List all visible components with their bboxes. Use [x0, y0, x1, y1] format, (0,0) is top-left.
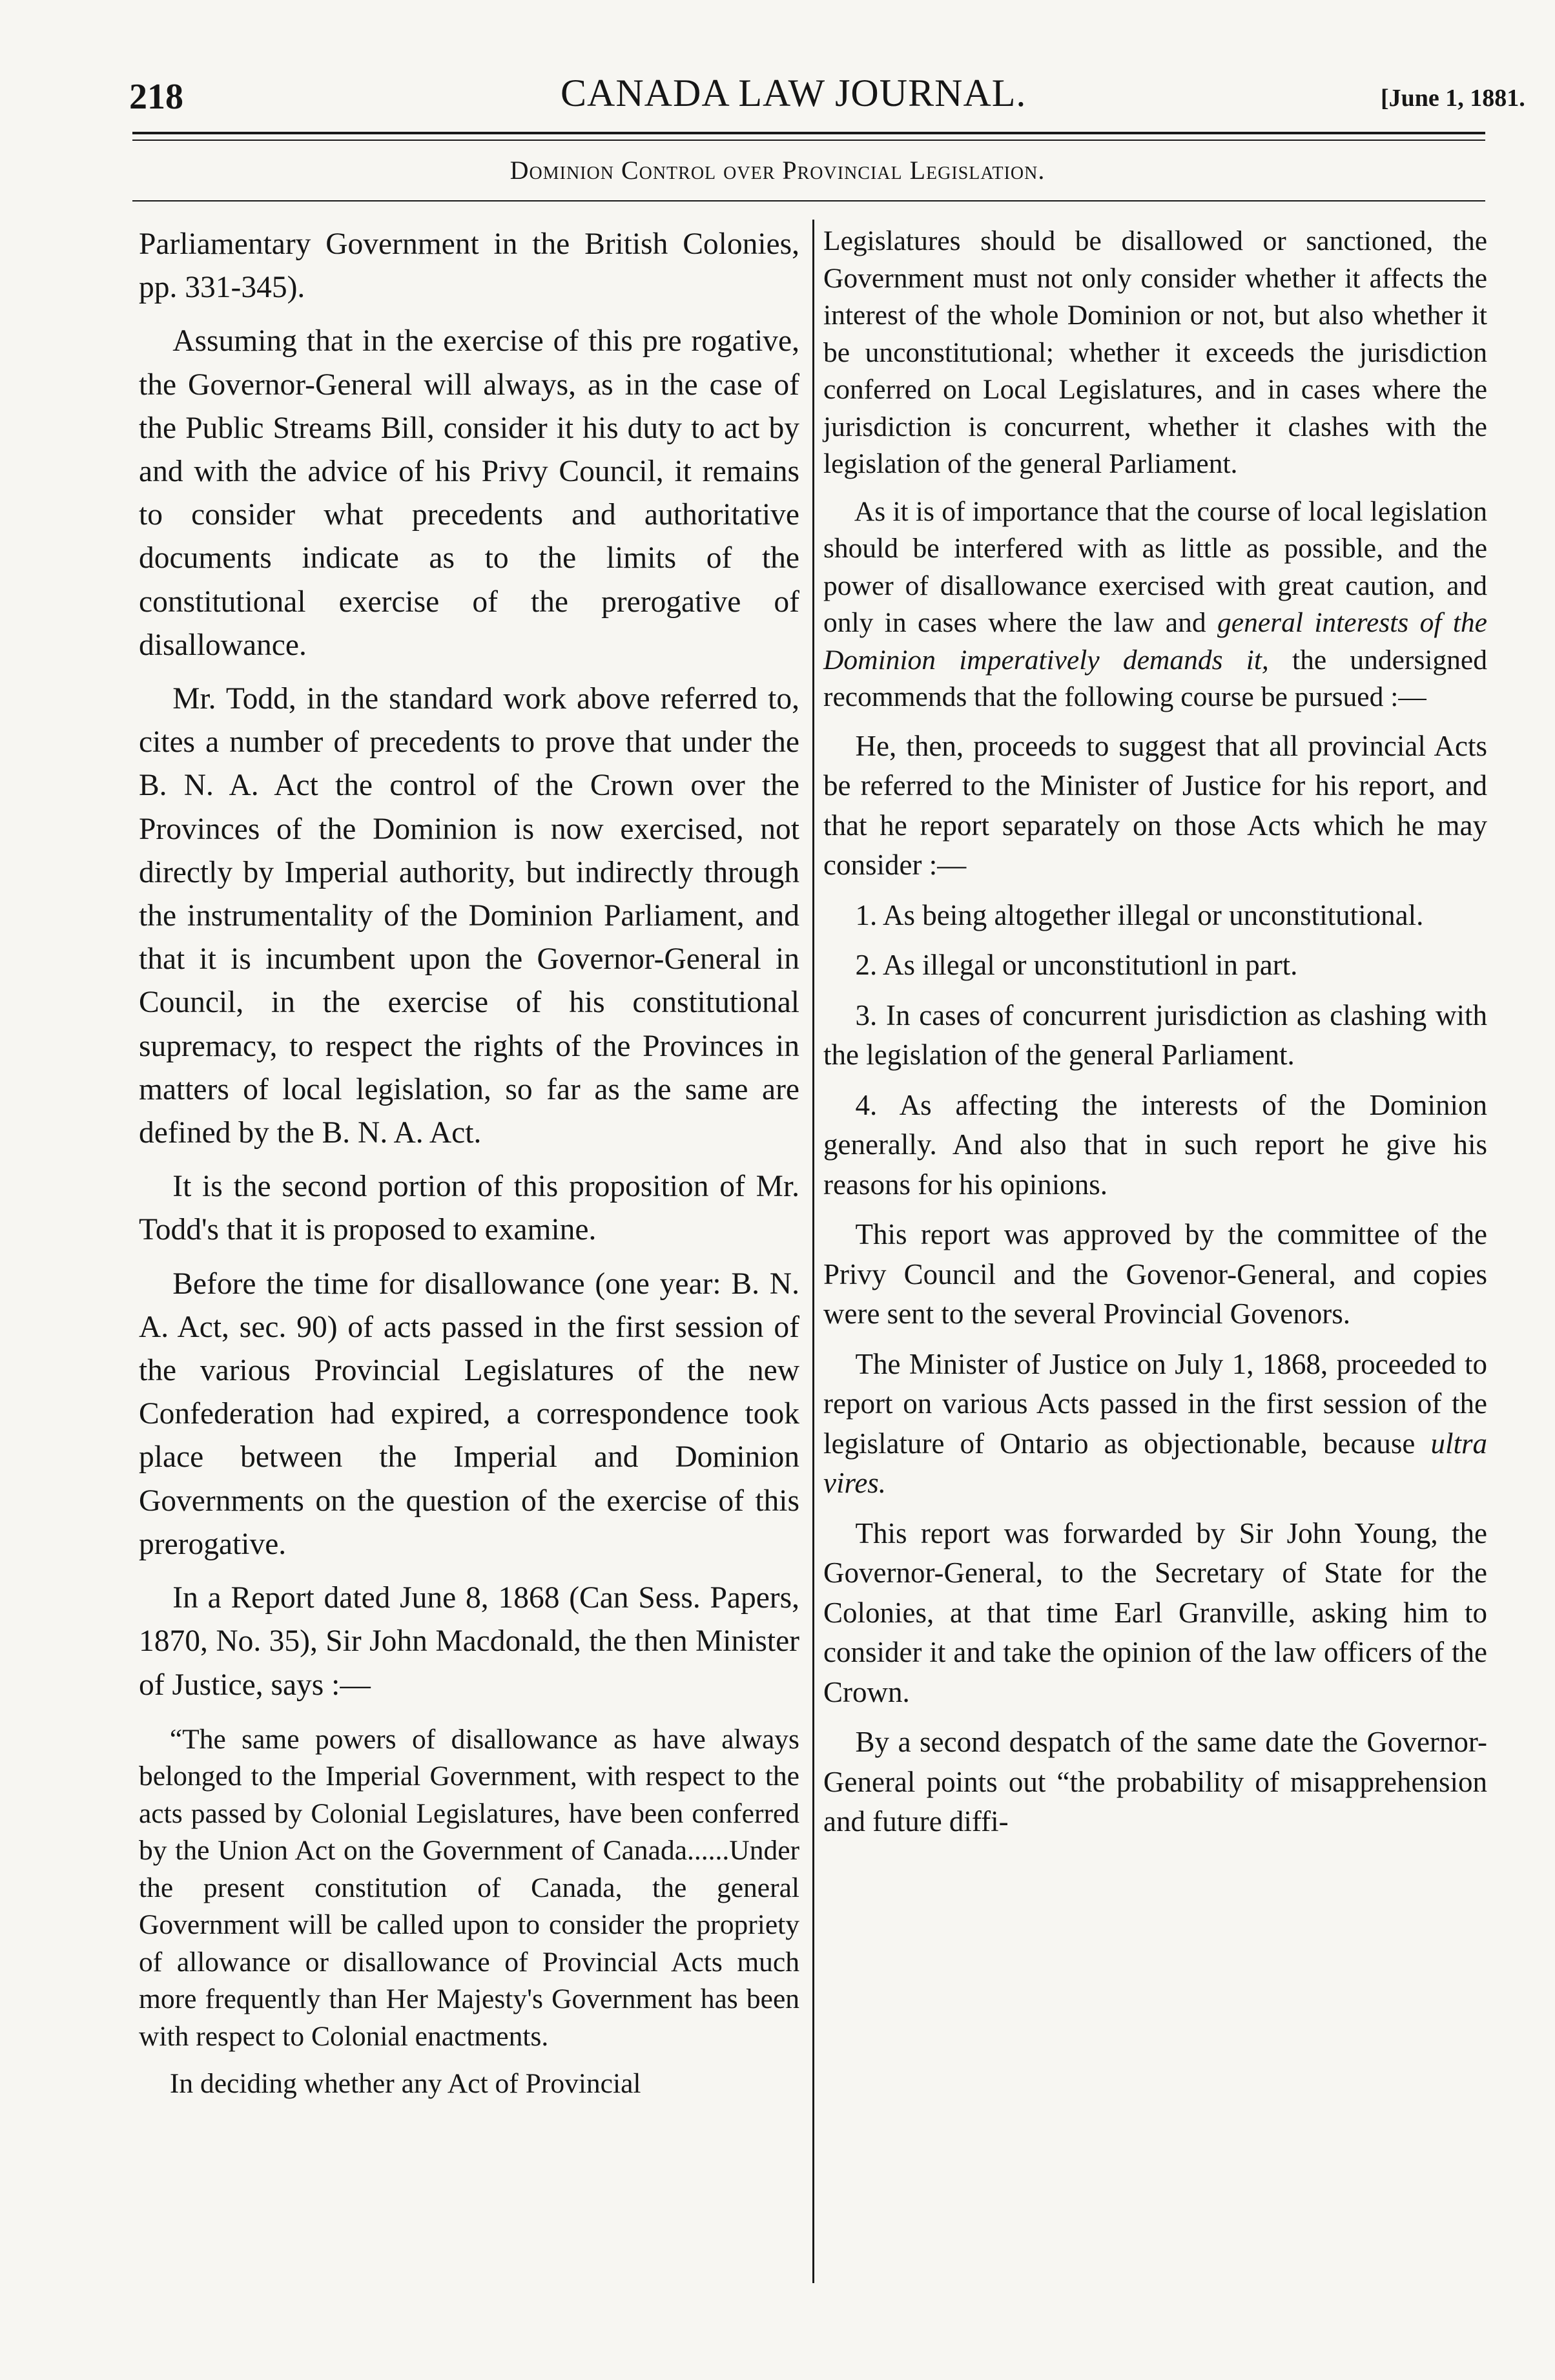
quote-paragraph: In deciding whether any Act of Provincial [169, 2068, 641, 2100]
paragraph: This report was forwarded by Sir John Young, the Governor-General, to the Secretary of State for the Colonies, at that time Earl Granville, asking him to consider it and take the opinion of the law officers of the Crown. [823, 1516, 1487, 1708]
page-number: 218 [129, 77, 183, 117]
paragraph: By a second despatch of the same date the Governor-General points out “the probability of misapprehension and future diffi- [823, 1726, 1487, 1837]
left-column [139, 223, 799, 2113]
header-rule-thick [132, 132, 1485, 134]
paragraph [823, 1345, 1487, 1504]
left-body [139, 223, 799, 1707]
column-divider [812, 220, 814, 2283]
paragraph: Mr. Todd, in the standard work above referred to, cites a number of precedents to prove that under the B. N. A. Act the control of the Crown over the Provinces of the Dominion is now exercised, not directly by Imperial authority, but indirectly through the instrumentality of the Dominion Parliament, and that it is incumbent upon the Governor-General in Council, in the exercise of his constitutional supremacy, to respect the rights of the Provinces in matters of local legislation, so far as the same are defined by the B. N. A. Act. [139, 682, 799, 1150]
header-rule-thin [132, 140, 1485, 141]
journal-title: CANADA LAW JOURNAL. [561, 72, 1027, 114]
quote-paragraph [823, 493, 1487, 716]
paragraph: It is the second portion of this proposition of Mr. Todd's that it is proposed to examine. [139, 1170, 799, 1247]
paragraph-italic-text: ultra vires. [823, 1427, 1487, 1499]
right-column [823, 223, 1487, 1852]
paragraph: This report was approved by the committee of the Privy Council and the Govenor-General, and copies were sent to the several Provincial Govenors. [823, 1218, 1487, 1330]
paragraph: Before the time for disallowance (one year: B. N. A. Act, sec. 90) of acts passed in the first session of the various Provincial Legislatures of the new Confederation had expired, a correspondence took place between the Imperial and Dominion Governments on the question of the exercise of this prerogative. [139, 1267, 799, 1561]
paragraph: Parliamentary Government in the British Colonies, pp. 331-345). [139, 227, 799, 305]
paragraph: Assuming that in the exercise of this pre rogative, the Governor-General will always, as in the case of the Public Streams Bill, consider it his duty to act by and with the advice of his Privy Council, it remains to consider what precedents and authoritative documents indicate as to the limits of the constitutional exercise of the prerogative of disallowance. [139, 324, 799, 662]
quote-paragraph: Legislatures should be disallowed or sanctioned, the Government must not only consider whether it affects the interest of the whole Dominion or not, but also whether it be unconstitutional; whether it exceeds the jurisdiction conferred on Local Legislatures, and in cases where the jurisdiction is concurrent, whether it clashes with the legislation of the general Parliament. [823, 225, 1487, 479]
issue-date: [June 1, 1881. [1381, 85, 1525, 112]
paragraph: In a Report dated June 8, 1868 (Can Sess. Papers, 1870, No. 35), Sir John Macdonald, the then Minister of Justice, says :— [139, 1581, 799, 1702]
right-body [823, 727, 1487, 1842]
quote-italic-text: general interests of the Dominion imperatively demands it, [823, 607, 1487, 676]
quote-text: As it is of importance that the course of local legislation should be interfered with as little as possible, and the power of disallowance exercised with great caution, and only in cases where the law and [823, 495, 1487, 638]
quote-paragraph: “The same powers of disallowance as have always belonged to the Imperial Government, with respect to the acts passed by Colonial Legislatures, have been conferred by the Union Act on the Government of Canada......Under the present constitution of Canada, the general Government will be called upon to consider the propriety of allowance or disallowance of Provincial Acts much more frequently than Her Majesty's Government has been with respect to Colonial enactments. [139, 1723, 799, 2052]
block-quote-continued [823, 223, 1487, 716]
list-item: 1. As being altogether illegal or unconstitutional. [855, 898, 1424, 931]
block-quote [139, 1721, 799, 2103]
paragraph: He, then, proceeds to suggest that all provincial Acts be referred to the Minister of Justice for his report, and that he report separately on those Acts which he may consider :— [823, 729, 1487, 881]
quote-text: the undersigned recommends that the following course be pursued :— [823, 644, 1487, 712]
list-item: 4. As affecting the interests of the Dominion generally. And also that in such report he give his reasons for his opinions. [823, 1088, 1487, 1201]
section-title: Dominion Control over Provincial Legislation. [510, 156, 1045, 185]
list-item: 2. As illegal or unconstitutionl in part. [855, 949, 1298, 981]
section-rule [132, 200, 1485, 202]
paragraph-text: The Minister of Justice on July 1, 1868, proceeded to report on various Acts passed in the first session of the legislature of Ontario as objectionable, because [823, 1347, 1487, 1460]
list-item: 3. In cases of concurrent jurisdiction as clashing with the legislation of the general Parliament. [823, 999, 1487, 1071]
